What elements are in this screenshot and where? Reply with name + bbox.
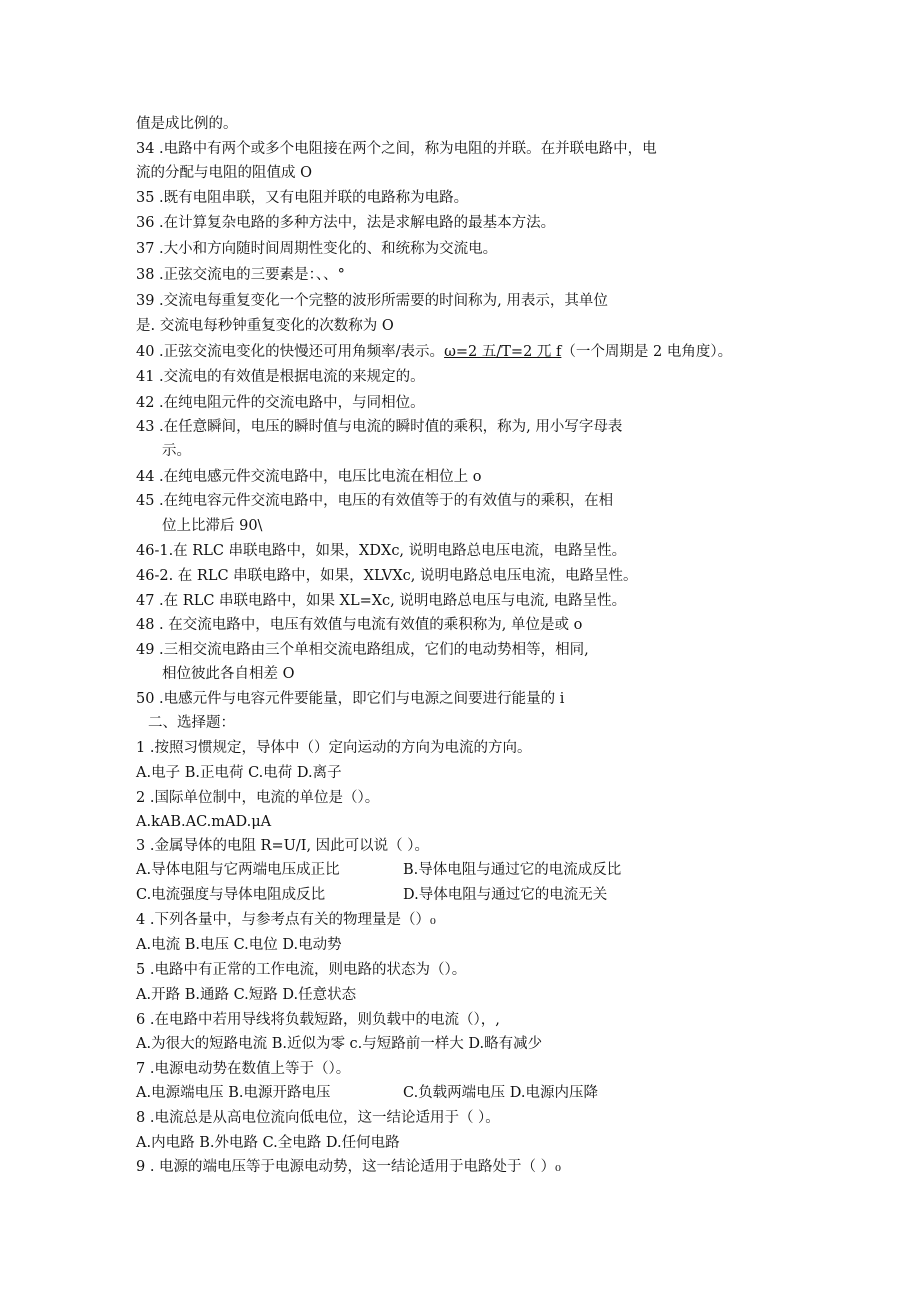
question-42: 42 .在纯电阻元件的交流电路中，与同相位。 — [136, 395, 425, 411]
question-49: 49 .三相交流电路由三个单相交流电路组成，它们的电动势相等，相同, — [136, 642, 589, 658]
question-40 — [136, 343, 732, 361]
choice-question-6: 6 .在电路中若用导线将负载短路，则负载中的电流（），, — [136, 1012, 500, 1028]
text-line: 示。 — [162, 443, 191, 459]
choice-option-7cd: C.负载两端电压 D.电源内压降 — [403, 1085, 599, 1101]
choice-question-9: 9 . 电源的端电压等于电源电动势，这一结论适用于电路处于（ ）₀ — [136, 1159, 561, 1175]
question-39: 39 .交流电每重复变化一个完整的波形所需要的时间称为, 用表示，其单位 — [136, 293, 608, 309]
choice-options-4: A.电流 B.电压 C.电位 D.电动势 — [136, 937, 342, 953]
question-41: 41 .交流电的有效值是根据电流的来规定的。 — [136, 369, 425, 385]
choice-question-8: 8 .电流总是从高电位流向低电位，这一结论适用于（ ）。 — [136, 1110, 500, 1126]
choice-question-3: 3 .金属导体的电阻 R=U/I, 因此可以说（ ）。 — [136, 838, 430, 854]
question-36: 36 .在计算复杂电路的多种方法中，法是求解电路的最基本方法。 — [136, 215, 556, 231]
choice-options-1: A.电子 B.正电荷 C.电荷 D.离子 — [136, 765, 342, 781]
question-43: 43 .在任意瞬间，电压的瞬时值与电流的瞬时值的乘积，称为, 用小写字母表 — [136, 419, 623, 435]
choice-question-2: 2 .国际单位制中，电流的单位是（）。 — [136, 790, 380, 806]
choice-option-3a: A.导体电阻与它两端电压成正比 — [136, 862, 340, 878]
choice-options-5: A.开路 B.通路 C.短路 D.任意状态 — [136, 987, 357, 1003]
text-line: 相位彼此各自相差 O — [162, 666, 295, 682]
text-line: 位上比滞后 90\ — [162, 518, 263, 534]
choice-options-8: A.内电路 B.外电路 C.全电路 D.任何电路 — [136, 1135, 400, 1151]
omega-formula: ω=2 五/T=2 兀 f — [444, 344, 562, 360]
choice-question-4: 4 .下列各量中，与参考点有关的物理量是（）₀ — [136, 912, 436, 928]
question-34: 34 .电路中有两个或多个电阻接在两个之间，称为电阻的并联。在并联电路中，电 — [136, 141, 657, 157]
text-line: 是. 交流电每秒钟重复变化的次数称为 O — [136, 318, 394, 334]
question-47: 47 .在 RLC 串联电路中，如果 XL=Xc, 说明电路总电压与电流, 电路呈性。 — [136, 593, 627, 609]
question-35: 35 .既有电阻串联，又有电阻并联的电路称为电路。 — [136, 190, 469, 206]
choice-question-5: 5 .电路中有正常的工作电流，则电路的状态为（）。 — [136, 962, 467, 978]
text-line: 流的分配与电阻的阻值成 O — [136, 165, 312, 181]
question-44: 44 .在纯电感元件交流电路中，电压比电流在相位上 o — [136, 469, 482, 485]
question-40-tail: （一个周期是 2 电角度）。 — [561, 344, 733, 360]
choice-question-7: 7 .电源电动势在数值上等于（）。 — [136, 1061, 351, 1077]
question-50: 50 .电感元件与电容元件要能量，即它们与电源之间要进行能量的 i — [136, 691, 565, 707]
choice-option-3c: C.电流强度与导体电阻成反比 — [136, 887, 326, 903]
question-37: 37 .大小和方向随时间周期性变化的、和统称为交流电。 — [136, 241, 498, 257]
question-48: 48 . 在交流电路中，电压有效值与电流有效值的乘积称为, 单位是或 o — [136, 617, 583, 633]
choice-question-1: 1 .按照习惯规定，导体中（）定向运动的方向为电流的方向。 — [136, 740, 532, 756]
question-40-text: 40 .正弦交流电变化的快慢还可用角频率/表示。 — [136, 344, 445, 360]
choice-option-7ab: A.电源端电压 B.电源开路电压 — [136, 1085, 331, 1101]
section-title: 二、选择题： — [148, 715, 235, 731]
choice-options-2: A.kAB.AC.mAD.μA — [136, 814, 272, 830]
question-45: 45 .在纯电容元件交流电路中，电压的有效值等于的有效值与的乘积，在相 — [136, 493, 614, 509]
text-line: 值是成比例的。 — [136, 116, 238, 132]
question-46-2: 46-2. 在 RLC 串联电路中，如果，XLVXc, 说明电路总电压电流，电路呈性。 — [136, 568, 638, 584]
question-38: 38 .正弦交流电的三要素是：、、° — [136, 267, 345, 283]
choice-options-6: A.为很大的短路电流 B.近似为零 c.与短路前一样大 D.略有减少 — [136, 1036, 543, 1052]
choice-option-3d: D.导体电阻与通过它的电流无关 — [403, 887, 608, 903]
choice-option-3b: B.导体电阻与通过它的电流成反比 — [403, 862, 622, 878]
question-46-1: 46-1.在 RLC 串联电路中，如果，XDXc, 说明电路总电压电流，电路呈性。 — [136, 543, 627, 559]
